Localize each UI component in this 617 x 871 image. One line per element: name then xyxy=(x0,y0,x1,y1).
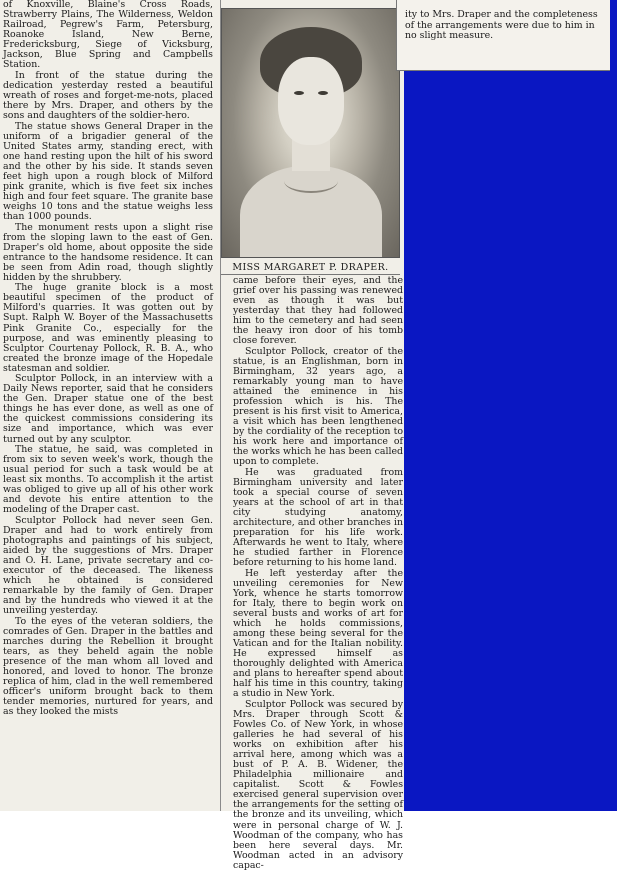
column2-paragraph: Sculptor Pollock was secured by Mrs. Draper through Scott & Fowles Co. of New York, in whose galleries he had several of his works on exhibition after his arrival here, among which was a bust of P. A. B. Widener, the Philadelphia millionaire and capitalist. Scott & Fowles exercised general supervision over the arrangements for the setting of the bronze and its unveiling, which were in personal charge of W. J. Woodman of the company, who has been here several days. Mr. Woodman acted in an advisory capac- xyxy=(233,698,403,871)
column2-paragraph: He left yesterday after the unveiling ceremonies for New York, whence he starts tomorrow for Italy, there to begin work on several busts and works of art for which he holds commissions, among these being several for the Vatican and for the Italian nobility. He expressed himself as thoroughly delighted with America and plans to hereafter spend about half his time in this country, taking a studio in New York. xyxy=(233,567,403,700)
column1-paragraph: Sculptor Pollock, in an interview with a Daily News reporter, said that he considers the Gen. Draper statue one of the best things he has ever done, as well as one of the quickest commissions considering its size and importance, which was ever turned out by any sculptor. xyxy=(3,373,213,445)
portrait-photo xyxy=(221,8,400,258)
column1-paragraph: Sculptor Pollock had never seen Gen. Draper and had to work entirely from photographs and paintings of his subject, aided by the suggestions of Mrs. Draper and O. H. Lane, private secretary and co-executor of the deceased. The likeness which he obtained is considered remarkable by the family of Gen. Draper and by the hundreds who viewed it at the unveiling yesterday. xyxy=(3,514,213,617)
photo-face xyxy=(278,57,344,145)
column3-text: ity to Mrs. Draper and the completeness of the arrangements were due to him in no slight measure. xyxy=(405,9,598,41)
photo-caption: MISS MARGARET P. DRAPER. xyxy=(232,262,389,273)
photo-eye-right xyxy=(318,91,328,95)
column1-paragraph: In front of the statue during the dedication yesterday rested a beautiful wreath of roses and forget-me-nots, placed there by Mrs. Draper, and others by the sons and daughters of the soldier-hero. xyxy=(3,69,213,122)
column1-paragraph: The huge granite block is a most beautiful specimen of the product of Milford's quarries. It was gotten out by Supt. Ralph W. Boyer of the Massachusetts Pink Granite Co., especially for the purpose, and was eminently pleasing to Sculptor Courtenay Pollock, R. B. A., who created the bronze image of the Hopedale statesman and soldier. xyxy=(3,282,213,374)
article-column-1 xyxy=(3,0,213,717)
article-column-2 xyxy=(233,276,403,871)
article-column-3 xyxy=(405,10,601,42)
article-column-3-clip xyxy=(396,0,610,71)
photo-collar xyxy=(284,169,338,193)
column2-paragraph: He was graduated from Birmingham university and later took a special course of seven years at the school of art in that city studying anatomy, architecture, and other branches in preparation for his life work. Afterwards he went to Italy, where he studied farther in Florence before returning to his home land. xyxy=(233,466,403,569)
column1-paragraph: To the eyes of the veteran soldiers, the comrades of Gen. Draper in the battles and marches during the Rebellion it brought tears, as they beheld again the noble presence of the man whom all loved and honored, and loved to honor. The bronze replica of him, clad in the well remembered officer's uniform brought back to them tender memories, nurtured for years, and as they looked the mists xyxy=(3,615,213,718)
photo-eye-left xyxy=(294,91,304,95)
column1-paragraph: The statue shows General Draper in the uniform of a brigadier general of the United States army, standing erect, with one hand resting upon the hilt of his sword and the other by his side. It stands seven feet high upon a rough block of Milford pink granite, which is five feet six inches high and four feet square. The granite base weighs 10 tons and the statue weighs less than 1000 pounds. xyxy=(3,120,213,222)
column1-paragraph: The statue, he said, was completed in from six to seven week's work, though the usual period for such a task would be at least six months. To accomplish it the artist was obliged to give up all of his other work and devote his entire attention to the modeling of the Draper cast. xyxy=(3,444,213,516)
column2-paragraph: came before their eyes, and the grief over his passing was renewed even as though it was but yesterday that they had followed him to the cemetery and had seen the heavy iron door of his tomb close forever. xyxy=(233,275,403,347)
blue-background xyxy=(404,0,617,811)
column1-paragraph: The monument rests upon a slight rise from the sloping lawn to the east of Gen. Draper's old home, about opposite the side entrance to the handsome residence. It can be seen from Adin road, though slightly hidden by the shrubbery. xyxy=(3,221,213,283)
column1-paragraph: of Knoxville, Blaine's Cross Roads, Strawberry Plains, The Wilderness, Weldon Railroad, Pegrew's Farm, Petersburg, Roanoke Island, New Berne, Fredericksburg, Siege of Vicksburg, Jackson, Blue Spring and Campbells Station. xyxy=(3,0,213,71)
column2-paragraph: Sculptor Pollock, creator of the statue, is an Englishman, born in Birmingham, 32 years ago, a remarkably young man to have attained the eminence in his profession which is his. The present is his first visit to America, a visit which has been lengthened by the cordiality of the reception to his work here and importance of the works which he has been called upon to complete. xyxy=(233,345,403,468)
